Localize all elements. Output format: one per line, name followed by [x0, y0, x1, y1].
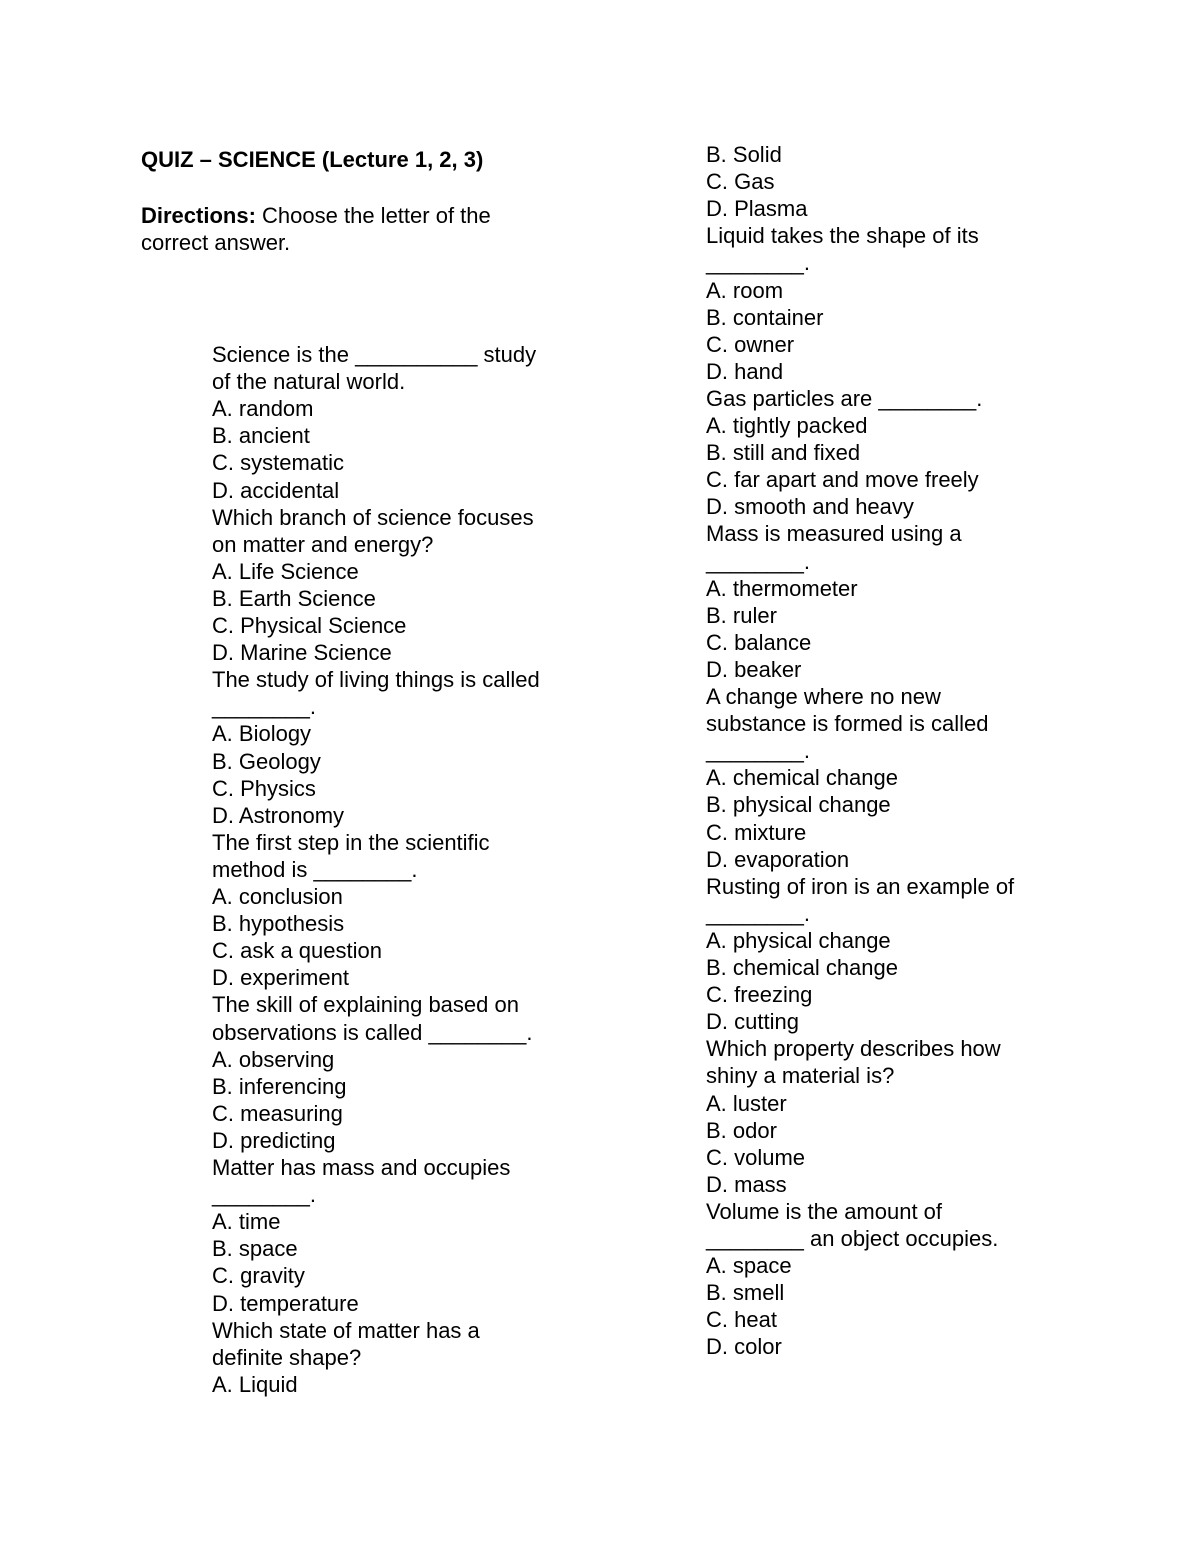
question-text: A change where no new — [706, 684, 941, 709]
question-text: The study of living things is called — [212, 667, 540, 693]
answer-option: D. beaker — [706, 656, 802, 682]
answer-option: C. ask a question — [212, 938, 382, 964]
answer-option: D. mass — [706, 1171, 787, 1197]
answer-option: A. time — [212, 1209, 281, 1235]
directions-label: Directions: — [141, 203, 256, 228]
answer-option: C. heat — [706, 1307, 777, 1333]
answer-option: A. chemical change — [706, 765, 898, 791]
answer-option: A. observing — [212, 1046, 335, 1072]
answer-option: D. Astronomy — [212, 802, 345, 828]
answer-option: A. room — [706, 277, 784, 303]
answer-option: C. Physical Science — [212, 613, 407, 638]
answer-option: D. smooth and heavy — [706, 494, 914, 520]
answer-option: B. hypothesis — [212, 911, 345, 937]
answer-option: B. inferencing — [212, 1073, 347, 1099]
answer-option: B. physical change — [706, 792, 891, 818]
answer-option: B. Earth Science — [212, 585, 376, 611]
answer-option: D. color — [706, 1334, 782, 1360]
question-text: observations is called ________. — [212, 1019, 533, 1045]
question-text: Which state of matter has a — [212, 1317, 480, 1343]
question-text: Gas particles are ________. — [706, 385, 983, 411]
question-text: ________. — [706, 900, 810, 926]
question-text: Which branch of science focuses — [212, 504, 534, 530]
answer-option: D. predicting — [212, 1127, 336, 1153]
answer-option: A. conclusion — [212, 884, 343, 909]
answer-option: D. Plasma — [706, 196, 808, 222]
question-text: ________. — [706, 548, 810, 574]
question-text: Which property describes how — [706, 1036, 1001, 1062]
answer-option: B. smell — [706, 1280, 785, 1306]
answer-option: C. systematic — [212, 450, 345, 476]
question-text: Matter has mass and occupies — [212, 1155, 511, 1180]
answer-option: B. chemical change — [706, 955, 898, 980]
answer-option: C. Gas — [706, 169, 775, 195]
answer-option: C. measuring — [212, 1100, 343, 1126]
answer-option: B. Solid — [706, 142, 782, 167]
answer-option: D. evaporation — [706, 846, 850, 872]
answer-option: C. Physics — [212, 775, 316, 801]
question-text: method is ________. — [212, 856, 418, 882]
answer-option: D. hand — [706, 358, 784, 384]
directions-text: Choose the letter of the — [262, 203, 491, 228]
question-text: definite shape? — [212, 1344, 362, 1370]
answer-option: A. Biology — [212, 721, 312, 747]
answer-option: D. Marine Science — [212, 640, 392, 666]
answer-option: B. ruler — [706, 602, 777, 628]
question-text: ________. — [212, 1182, 316, 1208]
answer-option: C. far apart and move freely — [706, 467, 979, 493]
answer-option: A. luster — [706, 1090, 787, 1116]
question-text: Liquid takes the shape of its — [706, 223, 979, 249]
answer-option: A. random — [212, 396, 314, 422]
answer-option: B. container — [706, 304, 824, 330]
question-text: of the natural world. — [212, 369, 406, 395]
answer-option: A. space — [706, 1253, 792, 1279]
answer-option: A. Liquid — [212, 1371, 298, 1397]
answer-option: C. volume — [706, 1144, 806, 1170]
question-text: The first step in the scientific — [212, 829, 490, 855]
question-text: Volume is the amount of — [706, 1198, 943, 1224]
answer-option: A. tightly packed — [706, 413, 868, 438]
question-text: ________. — [706, 738, 810, 764]
question-text: Science is the __________ study — [212, 342, 537, 367]
answer-option: A. Life Science — [212, 558, 359, 584]
answer-option: C. gravity — [212, 1263, 305, 1289]
answer-option: B. Geology — [212, 748, 321, 774]
answer-option: C. mixture — [706, 819, 807, 845]
answer-option: A. physical change — [706, 927, 891, 953]
answer-option: B. ancient — [212, 423, 310, 449]
answer-option: D. temperature — [212, 1290, 359, 1316]
answer-option: B. odor — [706, 1117, 777, 1143]
question-text: ________ an object occupies. — [706, 1226, 999, 1251]
answer-option: C. balance — [706, 629, 812, 655]
answer-option: B. space — [212, 1236, 298, 1262]
directions-line-1 — [141, 202, 491, 229]
page-title: QUIZ – SCIENCE (Lecture 1, 2, 3) — [141, 147, 484, 172]
question-text: Mass is measured using a — [706, 521, 962, 547]
answer-option: D. experiment — [212, 965, 349, 991]
question-text: ________. — [706, 250, 810, 276]
question-text: ________. — [212, 694, 316, 720]
answer-option: D. accidental — [212, 477, 340, 503]
answer-option: C. owner — [706, 331, 795, 357]
answer-option: B. still and fixed — [706, 440, 861, 466]
answer-option: D. cutting — [706, 1009, 799, 1035]
directions-line-2: correct answer. — [141, 230, 291, 255]
question-text: The skill of explaining based on — [212, 992, 519, 1018]
question-text: shiny a material is? — [706, 1063, 895, 1089]
question-text: substance is formed is called — [706, 711, 989, 737]
answer-option: A. thermometer — [706, 575, 858, 601]
question-text: on matter and energy? — [212, 531, 434, 557]
question-text: Rusting of iron is an example of — [706, 873, 1015, 899]
answer-option: C. freezing — [706, 982, 813, 1008]
